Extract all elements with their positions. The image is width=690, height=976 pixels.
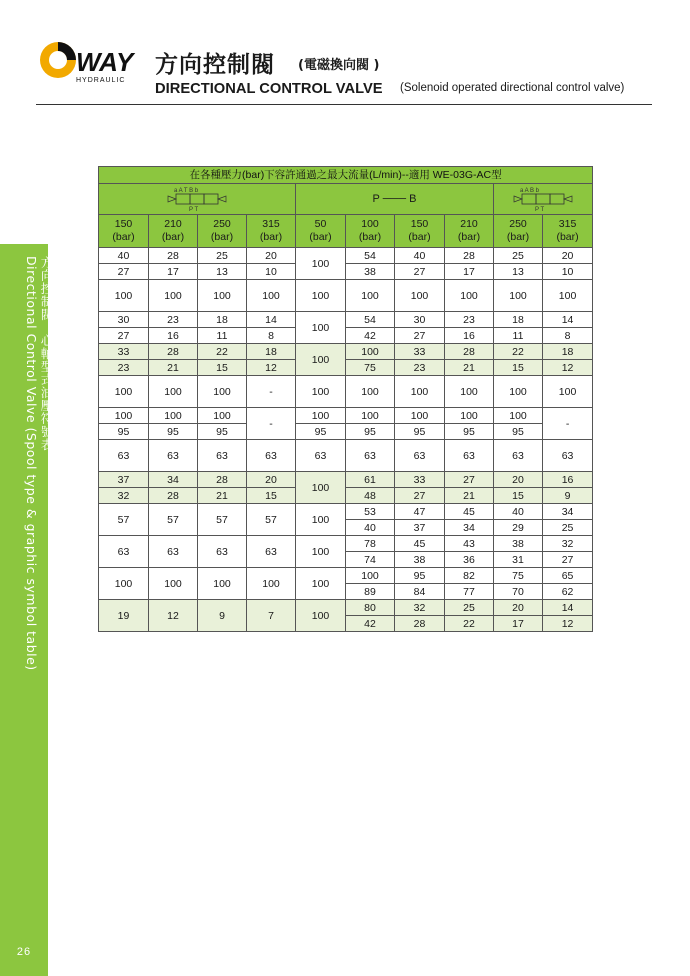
table-row: [99, 536, 593, 552]
table-cell: 27: [99, 264, 149, 280]
table-cell: 20: [543, 248, 593, 264]
table-cell: 63: [494, 440, 543, 472]
pressure-header: 315 (bar): [247, 215, 296, 248]
sidebar-section-title: [24, 256, 54, 671]
table-cell: 38: [494, 536, 543, 552]
pressure-header-row: [99, 215, 593, 248]
table-cell: 100: [247, 568, 296, 600]
table-cell: 17: [494, 616, 543, 632]
pressure-header: 250 (bar): [198, 215, 247, 248]
table-cell: 100: [494, 280, 543, 312]
brand-tagline: HYDRAULIC: [76, 77, 126, 84]
table-cell: 27: [395, 264, 445, 280]
table-cell: 17: [445, 264, 494, 280]
table-cell: 16: [149, 328, 198, 344]
table-cell: 23: [445, 312, 494, 328]
table-cell: 32: [543, 536, 593, 552]
table-cell: 100: [346, 280, 395, 312]
solenoid-valve-symbol-icon: [508, 186, 578, 212]
table-row: [99, 360, 593, 376]
table-row: [99, 440, 593, 472]
table-cell: 27: [395, 488, 445, 504]
table-row: [99, 472, 593, 488]
table-cell: 22: [445, 616, 494, 632]
table-cell: 28: [445, 344, 494, 360]
table-cell: 57: [149, 504, 198, 536]
table-cell: 100: [494, 408, 543, 424]
pressure-header: 315 (bar): [543, 215, 593, 248]
table-cell: 27: [543, 552, 593, 568]
table-cell: 100: [296, 600, 346, 632]
table-cell: 95: [445, 424, 494, 440]
table-cell: 25: [445, 600, 494, 616]
sidebar-title-chinese: 方向控制閥 心軸型式油壓符號表: [39, 256, 54, 451]
table-cell: 21: [198, 488, 247, 504]
table-row: [99, 424, 593, 440]
table-row: [99, 280, 593, 312]
table-cell: 10: [247, 264, 296, 280]
table-cell: 42: [346, 328, 395, 344]
header-divider: [36, 104, 652, 105]
table-cell: 15: [494, 488, 543, 504]
table-cell: 30: [395, 312, 445, 328]
table-cell: 40: [395, 248, 445, 264]
table-cell: 28: [149, 344, 198, 360]
table-cell: 100: [543, 280, 593, 312]
table-cell: 9: [198, 600, 247, 632]
table-cell: 20: [247, 248, 296, 264]
table-cell: 12: [543, 360, 593, 376]
table-cell: 10: [543, 264, 593, 280]
table-cell: 84: [395, 584, 445, 600]
page-title-english: DIRECTIONAL CONTROL VALVE: [155, 80, 383, 97]
table-row: [99, 504, 593, 520]
table-row: [99, 600, 593, 616]
table-cell: 11: [494, 328, 543, 344]
table-cell: 12: [149, 600, 198, 632]
table-row: [99, 312, 593, 328]
table-cell: 28: [445, 248, 494, 264]
table-cell: 95: [99, 424, 149, 440]
table-cell: 89: [346, 584, 395, 600]
table-cell: 7: [247, 600, 296, 632]
table-cell: 100: [543, 376, 593, 408]
table-cell: 100: [198, 408, 247, 424]
table-cell: -: [247, 408, 296, 440]
table-cell: 22: [198, 344, 247, 360]
table-cell: 78: [346, 536, 395, 552]
table-cell: 16: [445, 328, 494, 344]
pressure-header: 150 (bar): [99, 215, 149, 248]
table-cell: 75: [346, 360, 395, 376]
table-cell: 100: [149, 376, 198, 408]
pressure-header: 50 (bar): [296, 215, 346, 248]
table-cell: 77: [445, 584, 494, 600]
table-cell: 25: [494, 248, 543, 264]
table-cell: 74: [346, 552, 395, 568]
svg-text:a A T B b: a A T B b: [174, 188, 199, 194]
table-cell: 27: [445, 472, 494, 488]
table-cell: 33: [395, 344, 445, 360]
table-cell: 100: [296, 312, 346, 344]
table-cell: 14: [247, 312, 296, 328]
page-subtitle-english: (Solenoid operated directional control valve): [400, 82, 625, 94]
table-cell: 100: [99, 568, 149, 600]
table-cell: 28: [149, 248, 198, 264]
table-cell: 95: [149, 424, 198, 440]
table-cell: 45: [445, 504, 494, 520]
table-cell: 48: [346, 488, 395, 504]
table-cell: 63: [395, 440, 445, 472]
table-cell: 38: [395, 552, 445, 568]
table-cell: 15: [198, 360, 247, 376]
table-cell: 45: [395, 536, 445, 552]
table-cell: 100: [346, 408, 395, 424]
table-cell: 8: [247, 328, 296, 344]
table-cell: 40: [346, 520, 395, 536]
table-cell: 95: [395, 424, 445, 440]
table-row: [99, 264, 593, 280]
svg-text:P T: P T: [189, 207, 199, 212]
table-cell: 19: [99, 600, 149, 632]
table-cell: 25: [543, 520, 593, 536]
table-cell: 100: [296, 504, 346, 536]
table-cell: 100: [99, 376, 149, 408]
table-cell: 100: [445, 408, 494, 424]
table-cell: 40: [494, 504, 543, 520]
table-cell: 30: [99, 312, 149, 328]
table-cell: 43: [445, 536, 494, 552]
valve-symbol-left: [99, 184, 296, 215]
table-cell: 28: [395, 616, 445, 632]
table-cell: 100: [198, 568, 247, 600]
table-cell: 25: [198, 248, 247, 264]
table-cell: 100: [395, 280, 445, 312]
table-cell: 57: [99, 504, 149, 536]
pressure-header: 210 (bar): [149, 215, 198, 248]
pressure-header: 250 (bar): [494, 215, 543, 248]
table-cell: 63: [149, 536, 198, 568]
table-cell: 14: [543, 312, 593, 328]
table-cell: 100: [149, 408, 198, 424]
pressure-header: 100 (bar): [346, 215, 395, 248]
table-row: [99, 376, 593, 408]
table-cell: 15: [247, 488, 296, 504]
table-cell: 100: [247, 280, 296, 312]
table-cell: 31: [494, 552, 543, 568]
table-cell: 29: [494, 520, 543, 536]
table-cell: 28: [149, 488, 198, 504]
table-cell: 100: [395, 408, 445, 424]
table-cell: 28: [198, 472, 247, 488]
table-cell: 63: [198, 440, 247, 472]
flow-direction-label: P ─── B: [296, 184, 494, 215]
table-row: [99, 488, 593, 504]
table-cell: 20: [494, 472, 543, 488]
table-cell: 95: [198, 424, 247, 440]
table-cell: 80: [346, 600, 395, 616]
page-title-chinese: 方向控制閥: [155, 52, 275, 78]
table-cell: 95: [395, 568, 445, 584]
table-cell: 100: [346, 344, 395, 360]
table-cell: 8: [543, 328, 593, 344]
table-cell: 11: [198, 328, 247, 344]
table-cell: 57: [198, 504, 247, 536]
table-row: [99, 344, 593, 360]
table-cell: 100: [296, 408, 346, 424]
table-cell: 23: [149, 312, 198, 328]
table-cell: -: [247, 376, 296, 408]
table-cell: 100: [296, 536, 346, 568]
page-subtitle-chinese: (電磁換向閥 ): [298, 58, 380, 73]
table-cell: 12: [247, 360, 296, 376]
table-cell: 20: [247, 472, 296, 488]
table-cell: 100: [296, 568, 346, 600]
table-cell: 18: [247, 344, 296, 360]
table-cell: 18: [494, 312, 543, 328]
table-cell: 37: [99, 472, 149, 488]
table-cell: 63: [99, 536, 149, 568]
table-cell: 47: [395, 504, 445, 520]
table-row: [99, 408, 593, 424]
sidebar-title-english: Directional Control Valve (Spool type & graphic symbol table): [24, 256, 39, 671]
table-cell: 13: [494, 264, 543, 280]
table-cell: 100: [99, 408, 149, 424]
table-cell: 63: [543, 440, 593, 472]
table-cell: 100: [149, 568, 198, 600]
table-cell: 40: [99, 248, 149, 264]
table-cell: 100: [395, 376, 445, 408]
table-cell: 32: [99, 488, 149, 504]
table-cell: 100: [494, 376, 543, 408]
table-cell: 34: [149, 472, 198, 488]
table-row: [99, 328, 593, 344]
table-cell: 32: [395, 600, 445, 616]
table-cell: 62: [543, 584, 593, 600]
valve-symbol-right: [494, 184, 593, 215]
table-cell: 21: [149, 360, 198, 376]
table-cell: 54: [346, 312, 395, 328]
table-cell: 63: [296, 440, 346, 472]
table-cell: 100: [296, 248, 346, 280]
table-cell: 38: [346, 264, 395, 280]
table-cell: 20: [494, 600, 543, 616]
table-cell: 54: [346, 248, 395, 264]
pressure-header: 210 (bar): [445, 215, 494, 248]
table-cell: 63: [346, 440, 395, 472]
table-cell: 17: [149, 264, 198, 280]
table-cell: 63: [198, 536, 247, 568]
table-cell: 23: [99, 360, 149, 376]
table-cell: 95: [296, 424, 346, 440]
table-cell: 12: [543, 616, 593, 632]
table-cell: 100: [296, 472, 346, 504]
table-cell: 100: [346, 568, 395, 584]
svg-text:a A B b: a A B b: [520, 188, 540, 194]
table-cell: 95: [346, 424, 395, 440]
table-cell: 22: [494, 344, 543, 360]
table-cell: 100: [296, 280, 346, 312]
table-row: [99, 248, 593, 264]
table-cell: 100: [445, 280, 494, 312]
table-cell: 34: [445, 520, 494, 536]
table-cell: 33: [99, 344, 149, 360]
table-cell: 63: [445, 440, 494, 472]
table-cell: 42: [346, 616, 395, 632]
table-cell: 21: [445, 488, 494, 504]
table-cell: 16: [543, 472, 593, 488]
table-cell: 100: [445, 376, 494, 408]
table-cell: -: [543, 408, 593, 440]
table-cell: 13: [198, 264, 247, 280]
table-cell: 63: [247, 440, 296, 472]
page-number: 26: [16, 946, 32, 958]
table-cell: 33: [395, 472, 445, 488]
table-cell: 36: [445, 552, 494, 568]
table-cell: 100: [149, 280, 198, 312]
solenoid-valve-symbol-icon: [162, 186, 232, 212]
table-cell: 70: [494, 584, 543, 600]
table-cell: 37: [395, 520, 445, 536]
table-cell: 100: [99, 280, 149, 312]
table-cell: 63: [247, 536, 296, 568]
table-row: [99, 568, 593, 584]
pressure-header: 150 (bar): [395, 215, 445, 248]
table-cell: 14: [543, 600, 593, 616]
table-cell: 100: [296, 376, 346, 408]
table-cell: 23: [395, 360, 445, 376]
table-cell: 21: [445, 360, 494, 376]
table-cell: 18: [543, 344, 593, 360]
table-cell: 63: [99, 440, 149, 472]
table-cell: 27: [395, 328, 445, 344]
table-cell: 27: [99, 328, 149, 344]
table-cell: 100: [346, 376, 395, 408]
table-cell: 63: [149, 440, 198, 472]
table-cell: 100: [198, 376, 247, 408]
flow-rate-table: [98, 166, 593, 632]
table-cell: 95: [494, 424, 543, 440]
table-cell: 57: [247, 504, 296, 536]
way-hydraulic-logo: [36, 34, 148, 90]
brand-name: WAY: [76, 47, 134, 77]
table-cell: 53: [346, 504, 395, 520]
table-caption: 在各種壓力(bar)下容許通過之最大流量(L/min)--適用 WE-03G-AC型: [99, 167, 593, 184]
table-cell: 100: [296, 344, 346, 376]
table-cell: 100: [198, 280, 247, 312]
table-cell: 82: [445, 568, 494, 584]
svg-text:P T: P T: [535, 207, 545, 212]
table-cell: 18: [198, 312, 247, 328]
table-cell: 65: [543, 568, 593, 584]
table-cell: 75: [494, 568, 543, 584]
table-cell: 15: [494, 360, 543, 376]
table-cell: 34: [543, 504, 593, 520]
table-cell: 9: [543, 488, 593, 504]
table-cell: 61: [346, 472, 395, 488]
